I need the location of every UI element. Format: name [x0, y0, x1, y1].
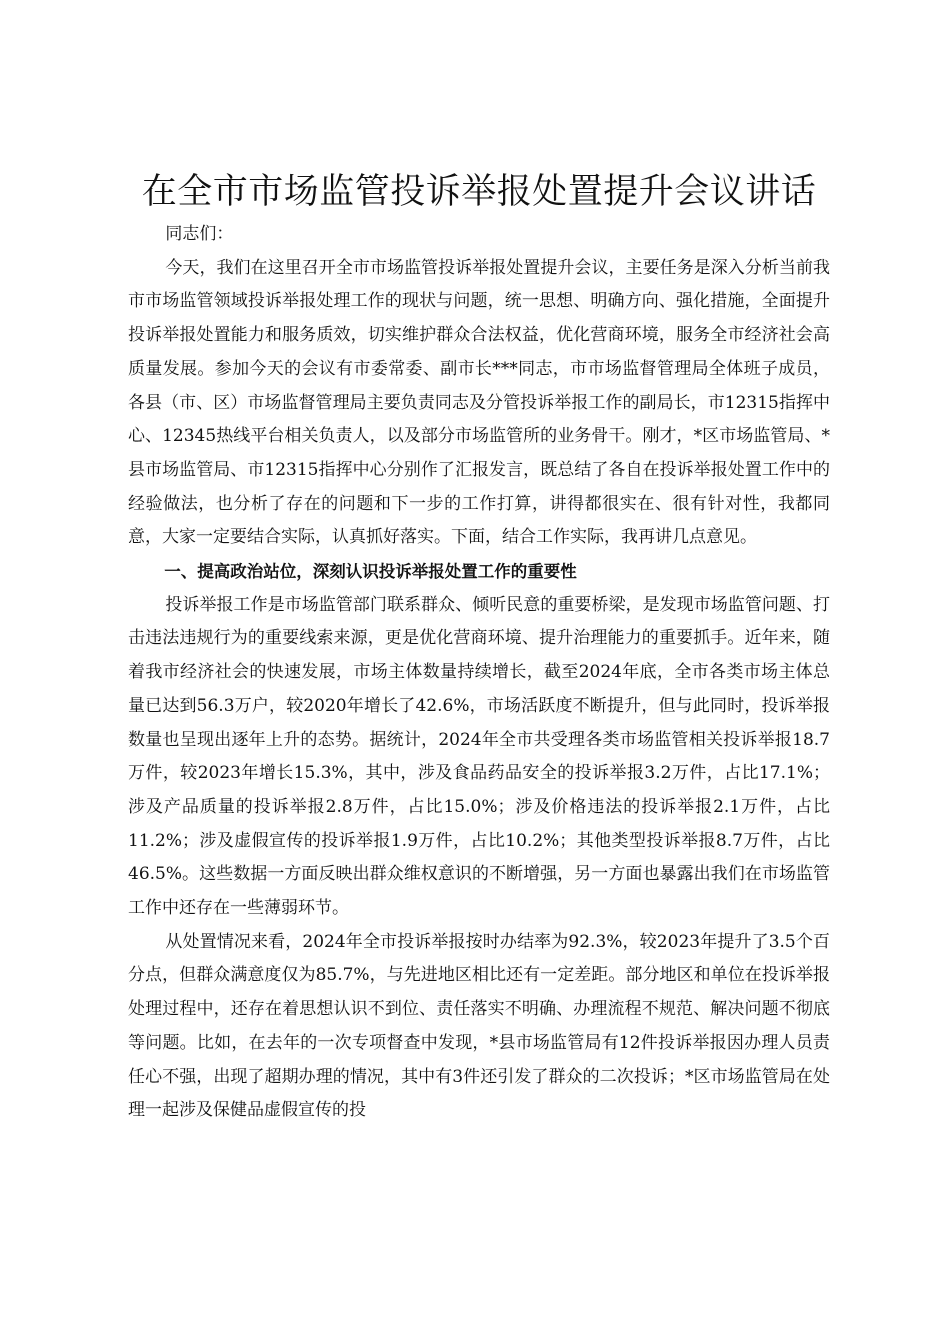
- section-paragraph-2: 从处置情况来看，2024年全市投诉举报按时办结率为92.3%，较2023年提升了3.5个百分点，但群众满意度仅为85.7%，与先进地区相比还有一定差距。部分地区和单位在投诉举报处理过程中，还存在着思想认识不到位、责任落实不明确、办理流程不规范、解决问题不彻底等问题。比如，在去年的一次专项督查中发现，*县市场监管局有12件投诉举报因办理人员责任心不强，出现了超期办理的情况，其中有3件还引发了群众的二次投诉；*区市场监管局在处理一起涉及保健品虚假宣传的投: [128, 931, 830, 1121]
- salutation: 同志们：: [165, 224, 234, 244]
- document-page: [128, 166, 830, 1128]
- section-paragraph-1: 投诉举报工作是市场监管部门联系群众、倾听民意的重要桥梁，是发现市场监管问题、打击违法违规行为的重要线索来源，更是优化营商环境、提升治理能力的重要抓手。近年来，随着我市经济社会的快速发展，市场主体数量持续增长，截至2024年底，全市各类市场主体总量已达到56.3万户，较2020年增长了42.6%，市场活跃度不断提升，但与此同时，投诉举报数量也呈现出逐年上升的态势。据统计，2024年全市共受理各类市场监管相关投诉举报18.7万件，较2023年增长15.3%，其中，涉及食品药品安全的投诉举报3.2万件，占比17.1%；涉及产品质量的投诉举报2.8万件，占比15.0%；涉及价格违法的投诉举报2.1万件，占比11.2%；涉及虚假宣传的投诉举报1.9万件，占比10.2%；其他类型投诉举报8.7万件，占比46.5%。这些数据一方面反映出群众维权意识的不断增强，另一方面也暴露出我们在市场监管工作中还存在一些薄弱环节。: [128, 594, 830, 919]
- section-heading: 一、提高政治站位，深刻认识投诉举报处置工作的重要性: [164, 562, 577, 582]
- intro-paragraph: 今天，我们在这里召开全市市场监管投诉举报处置提升会议，主要任务是深入分析当前我市市场监管领域投诉举报处理工作的现状与问题，统一思想、明确方向、强化措施，全面提升投诉举报处置能力和服务质效，切实维护群众合法权益，优化营商环境，服务全市经济社会高质量发展。参加今天的会议有市委常委、副市长***同志，市市场监督管理局全体班子成员，各县（市、区）市场监督管理局主要负责同志及分管投诉举报工作的副局长，市12315指挥中心、12345热线平台相关负责人，以及部分市场监管所的业务骨干。刚才，*区市场监管局、*县市场监管局、市12315指挥中心分别作了汇报发言，既总结了各自在投诉举报处置工作中的经验做法，也分析了存在的问题和下一步的工作打算，讲得都很实在、很有针对性，我都同意，大家一定要结合实际，认真抓好落实。下面，结合工作实际，我再讲几点意见。: [128, 257, 830, 548]
- document-title: 在全市市场监管投诉举报处置提升会议讲话: [141, 172, 817, 212]
